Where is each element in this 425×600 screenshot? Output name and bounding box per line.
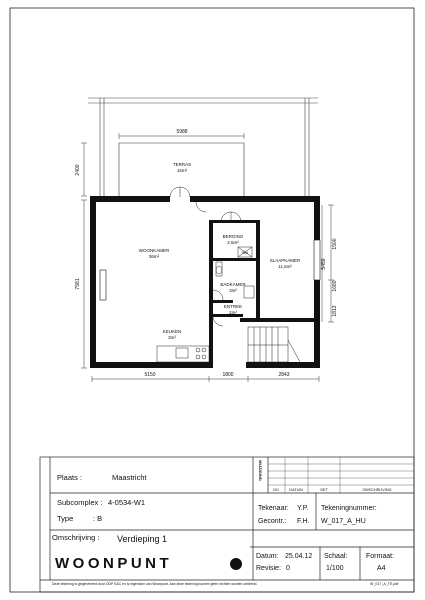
room-terras-area: 15m² bbox=[176, 168, 188, 173]
room-slaapkamer-name: SLAAPKAMER bbox=[269, 258, 301, 263]
dim-left-depth: 7581 bbox=[75, 278, 81, 290]
revisie-label: Revisie: bbox=[256, 565, 281, 572]
dim-bottom-left: 5150 bbox=[144, 372, 156, 378]
logo-dot-icon bbox=[230, 558, 242, 570]
type-label: Type bbox=[57, 514, 74, 523]
revisie-value: 0 bbox=[286, 565, 290, 572]
gecontr-label: Gecontr.: bbox=[258, 518, 287, 525]
schaal-value: 1/100 bbox=[326, 565, 344, 572]
dim-right-c: 1680 bbox=[332, 280, 338, 292]
room-keuken-area: 3m² bbox=[168, 335, 176, 340]
plaats-value: Maastricht bbox=[112, 473, 147, 482]
dim-right-d: 1813 bbox=[332, 305, 338, 317]
subcomplex-value: 4-0534-W1 bbox=[108, 498, 146, 507]
gecontr-value: F.H. bbox=[297, 518, 310, 525]
rev-header-get: GET bbox=[320, 488, 328, 492]
omschrijving-value: Verdieping 1 bbox=[117, 534, 168, 544]
omschrijving-label: Omschrijving : bbox=[52, 533, 100, 542]
tekeningnummer-value: W_017_A_HU bbox=[321, 518, 366, 525]
schaal-label: Schaal: bbox=[324, 553, 348, 560]
room-slaapkamer-area: 11,5m² bbox=[278, 264, 292, 269]
disclaimer-text: Deze tekening is gegenereerd door ODP E&C en is eigendom van Woonpunt. Aan deze tekening kunnen geen rechten worden ontleend. bbox=[52, 582, 258, 586]
plaats-label: Plaats : bbox=[57, 473, 83, 482]
room-badkamer-area: 3m² bbox=[229, 288, 237, 293]
formaat-value: A4 bbox=[377, 565, 386, 572]
kitchen-counter bbox=[157, 346, 209, 362]
room-labels bbox=[139, 162, 301, 340]
room-berging-name: BERGING bbox=[222, 234, 244, 239]
dim-bottom-mid: 1800 bbox=[222, 372, 234, 378]
dim-bottom-right: 2843 bbox=[278, 372, 290, 378]
stairwell bbox=[248, 327, 300, 362]
balcony-railing bbox=[88, 98, 318, 200]
room-terras-name: TERRAS bbox=[172, 162, 192, 167]
wm-label: WA bbox=[241, 250, 249, 255]
datum-label: Datum: bbox=[256, 553, 279, 560]
room-badkamer-name: BADKAMER bbox=[220, 282, 246, 287]
dimension-labels bbox=[75, 129, 338, 378]
dim-terrace-width: 5988 bbox=[176, 129, 188, 135]
formaat-label: Formaat: bbox=[366, 553, 395, 560]
exterior-walls bbox=[90, 196, 320, 368]
datum-value: 25.04.12 bbox=[285, 553, 313, 560]
interior-walls bbox=[209, 220, 320, 368]
tekenaar-value: Y.P. bbox=[297, 505, 309, 512]
room-berging-area: 2,5m² bbox=[227, 240, 239, 245]
rev-header-omschrijving: OMSCHRIJVING bbox=[362, 488, 392, 492]
room-woonkamer-area: 36m² bbox=[148, 254, 160, 259]
room-keuken-name: KEUKEN bbox=[162, 329, 182, 334]
type-value: : B bbox=[93, 514, 103, 523]
rev-header-no: NO bbox=[273, 488, 279, 492]
rev-header-datum: DATUM bbox=[289, 488, 303, 492]
room-entree-area: 2m² bbox=[229, 310, 237, 315]
woonpunt-logo: WOONPUNT bbox=[55, 555, 173, 572]
room-entree-name: ENTREE bbox=[223, 304, 243, 309]
dim-right-b: 5459 bbox=[321, 258, 327, 270]
dim-right-a: 1500 bbox=[332, 238, 338, 250]
room-woonkamer-name: WOONKAMER bbox=[138, 248, 170, 253]
wijziging-label: WIJZIGING bbox=[258, 460, 263, 481]
dim-terrace-depth: 2400 bbox=[75, 164, 81, 176]
tekenaar-label: Tekenaar: bbox=[258, 505, 289, 512]
tekeningnummer-label: Tekeningnummer: bbox=[321, 505, 377, 512]
filename-text: W_017_A_TE.pdf bbox=[370, 582, 399, 586]
subcomplex-label: Subcomplex : bbox=[57, 498, 103, 507]
